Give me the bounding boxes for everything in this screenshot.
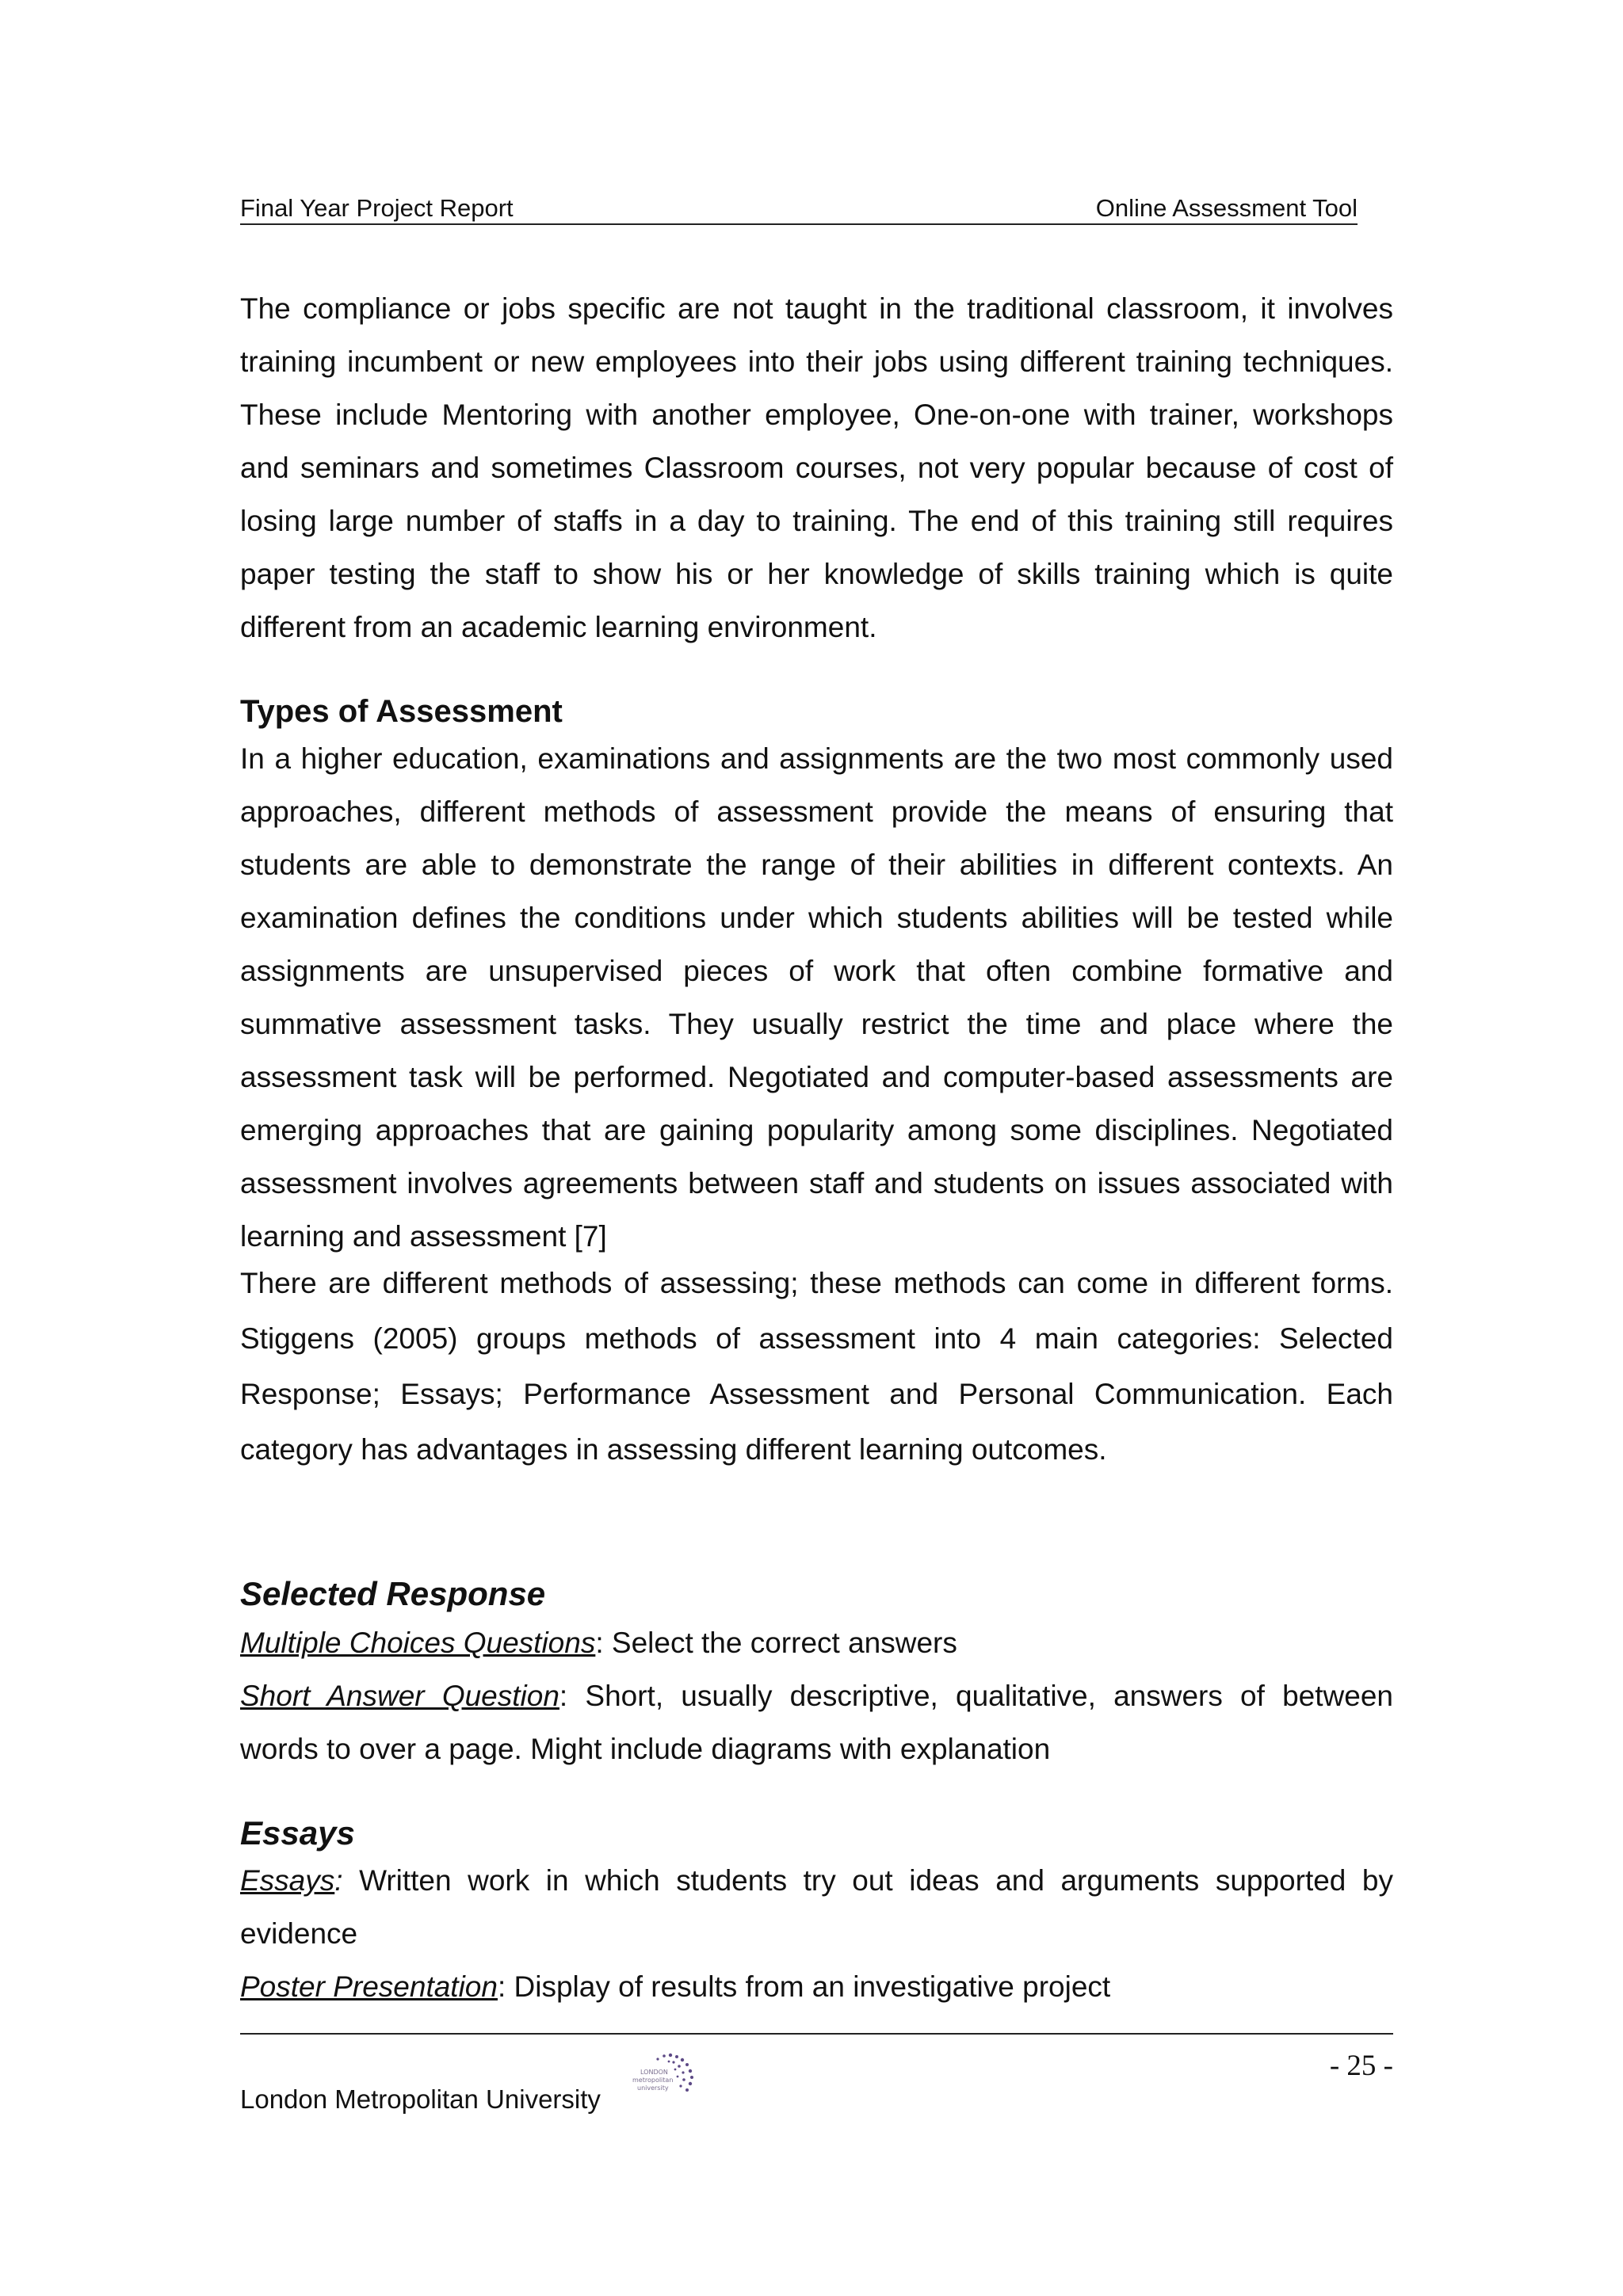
item-separator: : (334, 1864, 343, 1897)
logo-line-1: LONDON (640, 2069, 668, 2076)
item-description: Select the correct answers (603, 1627, 957, 1659)
item-term: Essays (240, 1864, 335, 1897)
item-separator: : (559, 1680, 568, 1712)
logo-line-2: metropolitan (632, 2077, 674, 2084)
item-separator: : (497, 1970, 506, 2003)
list-item (240, 1669, 1393, 1775)
selected-response-heading: Selected Response (240, 1575, 546, 1612)
essays-heading: Essays (240, 1814, 355, 1852)
list-item (240, 1854, 1393, 1960)
methods-paragraph: There are different methods of assessing; these methods can come in different forms. Stiggens (2005) groups methods of assessment into 4 main categories: Selected Response; Essays; Performance Assessment and Personal Communication. Each category has advantages in assessing different learning outcomes. (240, 1267, 1393, 1466)
university-logo-icon (624, 2050, 701, 2106)
footer-divider (240, 2033, 1393, 2035)
list-item (240, 1616, 1393, 1669)
item-description: Short, usually descriptive, qualitative, answers of between words to over a page. Might include diagrams with explanation (240, 1680, 1393, 1765)
types-of-assessment-heading: Types of Assessment (240, 694, 563, 729)
item-term: Multiple Choices Questions (240, 1627, 596, 1659)
item-separator: : (595, 1627, 604, 1659)
types-paragraph: In a higher education, examinations and assignments are the two most commonly used approaches, different methods of assessment provide the means of ensuring that students are able to demonstrate the range of their abilities in different contexts. An examination defines the conditions under which students abilities will be tested while assignments are unsupervised pieces of work that often combine formative and summative assessment tasks. They usually restrict the time and place where the assessment task will be performed. Negotiated and computer-based assessments are emerging approaches that are gaining popularity among some disciplines. Negotiated assessment involves agreements between staff and students on issues associated with learning and assessment [7] (240, 742, 1393, 1253)
header-project-title: Online Assessment Tool (1095, 194, 1358, 222)
item-description: Written work in which students try out ideas and arguments supported by evidence (240, 1864, 1393, 1950)
item-description: Display of results from an investigative project (506, 1970, 1111, 2003)
logo-line-3: university (637, 2084, 669, 2092)
footer-university-name: London Metropolitan University (240, 2084, 601, 2114)
header-report-title: Final Year Project Report (240, 194, 514, 222)
list-item (240, 1960, 1393, 2013)
item-term: Short Answer Question (240, 1680, 559, 1712)
running-header (240, 193, 1358, 225)
page-number: - 25 - (1329, 2050, 1393, 2082)
intro-paragraph: The compliance or jobs specific are not taught in the traditional classroom, it involves training incumbent or new employees into their jobs using different training techniques. These include Mentoring with another employee, One-on-one with trainer, workshops and seminars and sometimes Classroom courses, not very popular because of cost of losing large number of staffs in a day to training. The end of this training still requires paper testing the staff to show his or her knowledge of skills training which is quite different from an academic learning environment. (240, 292, 1393, 643)
item-term: Poster Presentation (240, 1970, 498, 2003)
